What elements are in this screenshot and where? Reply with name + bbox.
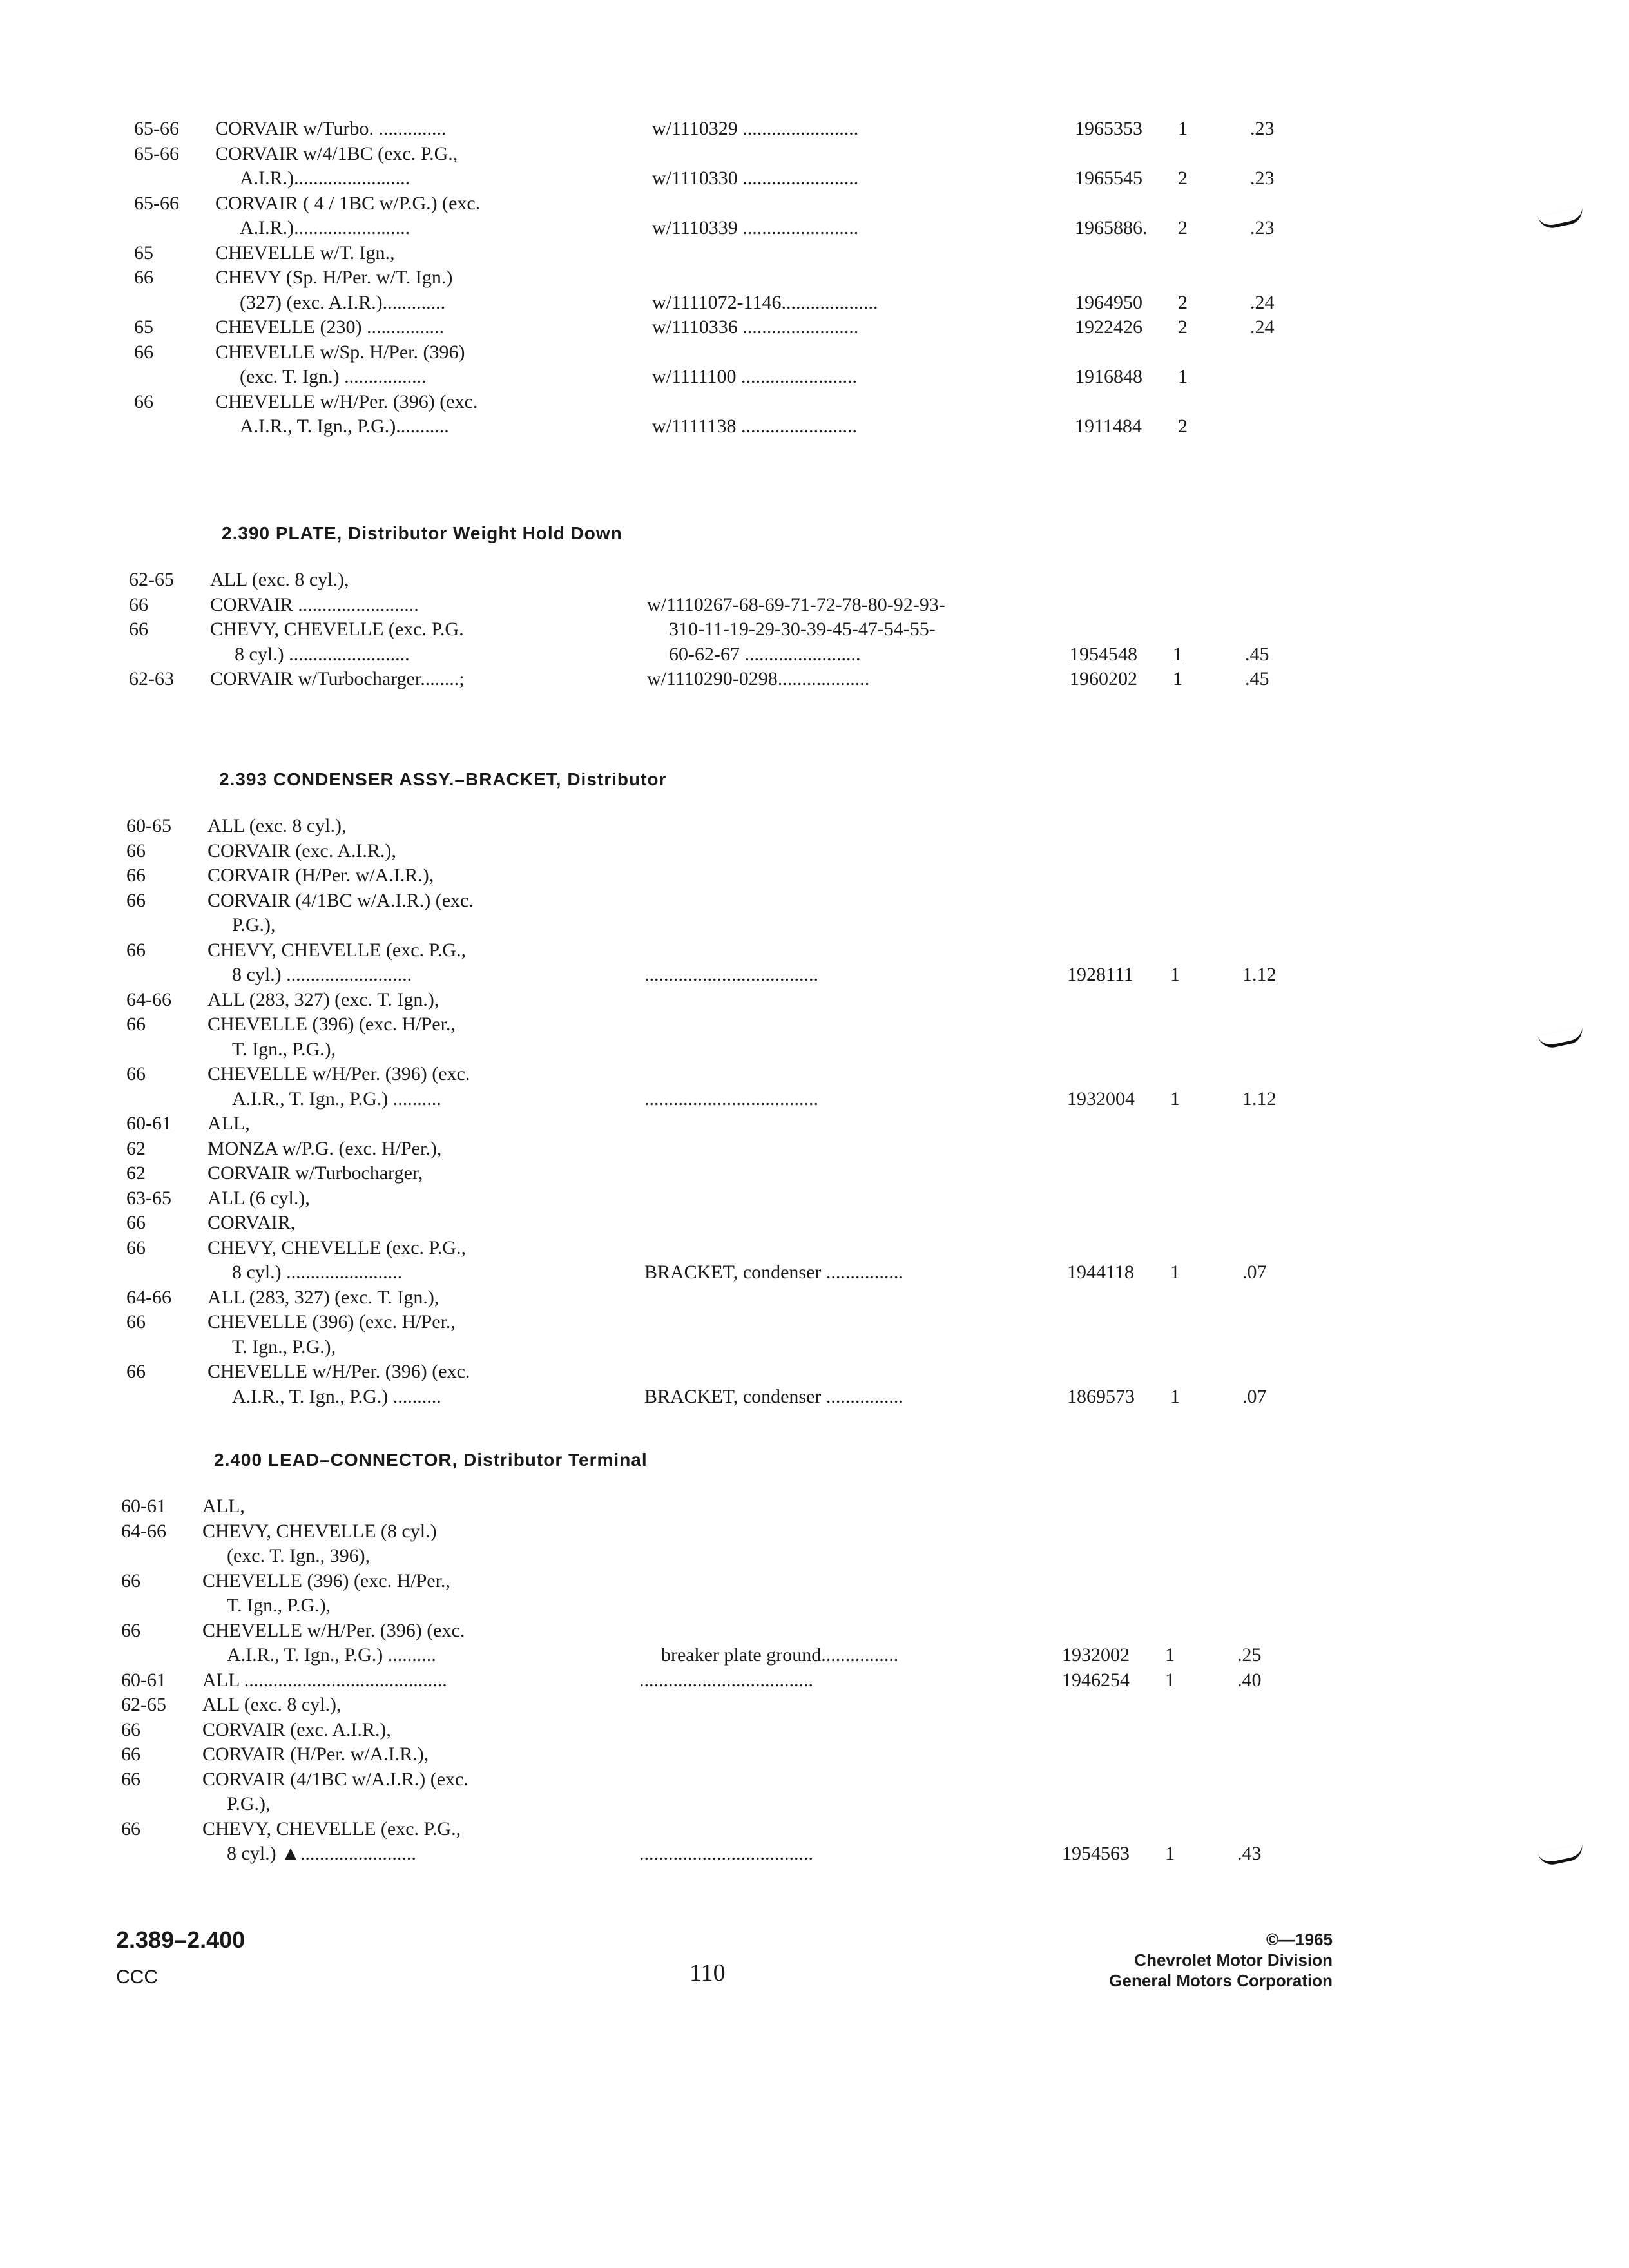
model-description: 8 cyl.) .......................... <box>232 964 412 985</box>
year-range: 66 <box>121 1818 140 1840</box>
model-description: A.I.R., T. Ign., P.G.)........... <box>240 416 449 437</box>
copyright: ©—1965 <box>1266 1930 1333 1949</box>
model-description: CORVAIR w/Turbocharger........; <box>210 668 465 689</box>
usage-note: w/1110336 ........................ <box>652 316 859 338</box>
part-number: 1965545 <box>1075 168 1142 189</box>
quantity: 2 <box>1178 416 1188 437</box>
corporation-name: General Motors Corporation <box>1109 1971 1333 1990</box>
table-row <box>0 1235 1629 1261</box>
model-description: T. Ign., P.G.), <box>232 1336 336 1358</box>
year-range: 66 <box>126 1212 146 1233</box>
table-row <box>0 1260 1629 1285</box>
model-description: CHEVELLE (396) (exc. H/Per., <box>202 1570 450 1591</box>
model-description: A.I.R.)........................ <box>240 168 410 189</box>
usage-note: .................................... <box>639 1669 813 1691</box>
model-description: T. Ign., P.G.), <box>227 1595 331 1616</box>
table-row <box>0 1160 1629 1186</box>
usage-note: w/1111072-1146.................... <box>652 291 878 313</box>
usage-note: .................................... <box>644 1088 818 1110</box>
part-number: 1954548 <box>1070 643 1137 665</box>
model-description: CHEVY, CHEVELLE (exc. P.G., <box>207 1236 467 1258</box>
year-range: 64-66 <box>126 1286 171 1308</box>
model-description: CHEVY, CHEVELLE (exc. P.G., <box>202 1818 461 1840</box>
price: .25 <box>1237 1644 1262 1666</box>
table-row <box>0 141 1629 167</box>
table-row <box>0 567 1629 593</box>
model-description: (exc. T. Ign., 396), <box>227 1545 371 1566</box>
year-range: 66 <box>121 1619 140 1641</box>
model-description: P.G.), <box>232 914 276 936</box>
model-description: ALL (exc. 8 cyl.), <box>207 815 347 836</box>
year-range: 66 <box>121 1718 140 1740</box>
price: .45 <box>1245 643 1269 665</box>
table-row <box>0 1186 1629 1211</box>
table-row <box>0 1309 1629 1335</box>
quantity: 2 <box>1178 316 1188 338</box>
year-range: 66 <box>126 1014 146 1035</box>
year-range: 60-61 <box>121 1495 166 1517</box>
year-range: 66 <box>121 1768 140 1790</box>
table-row <box>0 1359 1629 1385</box>
model-description: CHEVY, CHEVELLE (exc. P.G., <box>207 939 467 961</box>
part-number: 1964950 <box>1075 291 1142 313</box>
part-number: 1944118 <box>1067 1262 1134 1283</box>
table-row <box>0 1767 1629 1792</box>
model-description: CHEVELLE (230) ................ <box>215 316 444 338</box>
model-description: CORVAIR (H/Per. w/A.I.R.), <box>207 865 434 886</box>
year-range: 65 <box>134 242 153 264</box>
model-description: CORVAIR ......................... <box>210 593 419 615</box>
model-description: (exc. T. Ign.) ................. <box>240 366 427 387</box>
table-row <box>0 1692 1629 1718</box>
year-range: 66 <box>126 840 146 861</box>
quantity: 1 <box>1173 668 1182 689</box>
price: .23 <box>1250 217 1275 238</box>
quantity: 1 <box>1170 1385 1180 1407</box>
table-row <box>0 1841 1629 1867</box>
table-row <box>0 166 1629 191</box>
quantity: 1 <box>1165 1669 1175 1691</box>
table-row <box>0 912 1629 938</box>
model-description: ALL (283, 327) (exc. T. Ign.), <box>207 988 439 1010</box>
model-description: CHEVELLE (396) (exc. H/Per., <box>207 1014 456 1035</box>
usage-note: breaker plate ground................ <box>661 1644 899 1666</box>
division-name: Chevrolet Motor Division <box>1134 1950 1333 1970</box>
price: 1.12 <box>1242 964 1277 985</box>
usage-note: BRACKET, condenser ................ <box>644 1385 903 1407</box>
quantity: 1 <box>1165 1843 1175 1864</box>
year-range: 64-66 <box>126 988 171 1010</box>
section-heading: 2.393 CONDENSER ASSY.–BRACKET, Distributor <box>219 769 667 789</box>
table-row <box>0 1642 1629 1668</box>
model-description: CORVAIR (exc. A.I.R.), <box>207 840 396 861</box>
table-row <box>0 1334 1629 1360</box>
model-description: ALL, <box>207 1113 250 1134</box>
quantity: 1 <box>1165 1644 1175 1666</box>
table-row <box>0 1667 1629 1693</box>
table-row <box>0 215 1629 241</box>
quantity: 2 <box>1178 291 1188 313</box>
model-description: ALL (283, 327) (exc. T. Ign.), <box>207 1286 439 1308</box>
year-range: 65 <box>134 316 153 338</box>
table-row <box>0 666 1629 692</box>
price: .45 <box>1245 668 1269 689</box>
usage-note: w/1110339 ........................ <box>652 217 859 238</box>
table-row <box>0 642 1629 668</box>
year-range: 62 <box>126 1137 146 1159</box>
section-heading: 2.400 LEAD–CONNECTOR, Distributor Terminal <box>214 1450 648 1470</box>
table-row <box>0 838 1629 864</box>
year-range: 66 <box>134 390 153 412</box>
part-number: 1954563 <box>1062 1843 1130 1864</box>
table-row <box>0 1210 1629 1236</box>
year-range: 66 <box>134 267 153 288</box>
table-row <box>0 340 1629 365</box>
usage-note: 60-62-67 ........................ <box>669 643 861 665</box>
model-description: 8 cyl.) ▲........................ <box>227 1843 416 1864</box>
year-range: 60-61 <box>121 1669 166 1691</box>
part-number: 1869573 <box>1067 1385 1135 1407</box>
table-row <box>0 364 1629 390</box>
year-range: 65-66 <box>134 118 179 139</box>
quantity: 2 <box>1178 168 1188 189</box>
year-range: 65-66 <box>134 142 179 164</box>
table-row <box>0 191 1629 216</box>
year-range: 66 <box>126 889 146 911</box>
year-range: 66 <box>134 341 153 363</box>
model-description: CORVAIR w/Turbocharger, <box>207 1162 423 1184</box>
model-description: CHEVELLE w/H/Per. (396) (exc. <box>202 1619 465 1641</box>
year-range: 66 <box>121 1570 140 1591</box>
usage-note: 310-11-19-29-30-39-45-47-54-55- <box>669 619 936 640</box>
usage-note: .................................... <box>644 964 818 985</box>
year-range: 66 <box>129 593 148 615</box>
table-row <box>0 314 1629 340</box>
price: .24 <box>1250 316 1275 338</box>
usage-note: w/1110330 ........................ <box>652 168 859 189</box>
table-row <box>0 1791 1629 1817</box>
model-description: ALL .......................................... <box>202 1669 447 1691</box>
model-description: CHEVY (Sp. H/Per. w/T. Ign.) <box>215 267 453 288</box>
table-row <box>0 617 1629 642</box>
table-row <box>0 813 1629 839</box>
table-row <box>0 987 1629 1013</box>
table-row <box>0 1742 1629 1767</box>
table-row <box>0 414 1629 439</box>
year-range: 66 <box>126 1361 146 1382</box>
year-range: 66 <box>126 1236 146 1258</box>
table-row <box>0 1111 1629 1137</box>
table-row <box>0 116 1629 142</box>
table-row <box>0 1543 1629 1569</box>
year-range: 64-66 <box>121 1520 166 1542</box>
model-description: (327) (exc. A.I.R.)............. <box>240 291 446 313</box>
part-number: 1965353 <box>1075 118 1142 139</box>
model-description: CHEVY, CHEVELLE (8 cyl.) <box>202 1520 437 1542</box>
model-description: CHEVELLE w/H/Per. (396) (exc. <box>207 1361 470 1382</box>
usage-note: w/1111100 ........................ <box>652 366 858 387</box>
table-row <box>0 1568 1629 1594</box>
year-range: 66 <box>121 1744 140 1765</box>
year-range: 66 <box>126 1063 146 1084</box>
table-row <box>0 389 1629 415</box>
model-description: A.I.R., T. Ign., P.G.) .......... <box>232 1088 441 1110</box>
part-number: 1932002 <box>1062 1644 1130 1666</box>
table-row <box>0 1012 1629 1037</box>
usage-note: w/1110267-68-69-71-72-78-80-92-93- <box>647 593 945 615</box>
year-range: 62-65 <box>129 569 174 590</box>
quantity: 1 <box>1170 964 1180 985</box>
part-number: 1916848 <box>1075 366 1142 387</box>
quantity: 1 <box>1178 118 1188 139</box>
model-description: ALL (exc. 8 cyl.), <box>210 569 349 590</box>
table-row <box>0 863 1629 889</box>
table-row <box>0 1061 1629 1087</box>
part-number: 1922426 <box>1075 316 1142 338</box>
year-range: 65-66 <box>134 192 179 214</box>
publisher-block <box>1109 1929 1333 1991</box>
model-description: 8 cyl.) ......................... <box>235 643 410 665</box>
part-number: 1932004 <box>1067 1088 1135 1110</box>
year-range: 60-65 <box>126 815 171 836</box>
table-row <box>0 1717 1629 1743</box>
model-description: CORVAIR (H/Per. w/A.I.R.), <box>202 1744 429 1765</box>
table-row <box>0 240 1629 266</box>
usage-note: w/1110290-0298................... <box>647 668 870 689</box>
usage-note: w/1111138 ........................ <box>652 416 858 437</box>
quantity: 1 <box>1173 643 1182 665</box>
quantity: 2 <box>1178 217 1188 238</box>
year-range: 62-65 <box>121 1694 166 1715</box>
table-row <box>0 1618 1629 1644</box>
price: 1.12 <box>1242 1088 1277 1110</box>
usage-note: BRACKET, condenser ................ <box>644 1262 903 1283</box>
model-description: ALL, <box>202 1495 245 1517</box>
model-description: ALL (exc. 8 cyl.), <box>202 1694 342 1715</box>
section-heading: 2.390 PLATE, Distributor Weight Hold Down <box>222 523 622 543</box>
table-row <box>0 1285 1629 1311</box>
table-row <box>0 265 1629 291</box>
price: .40 <box>1237 1669 1262 1691</box>
model-description: CHEVELLE w/Sp. H/Per. (396) <box>215 341 465 363</box>
table-row <box>0 1816 1629 1842</box>
year-range: 62-63 <box>129 668 174 689</box>
part-number: 1960202 <box>1070 668 1137 689</box>
table-row <box>0 937 1629 963</box>
price: .43 <box>1237 1843 1262 1864</box>
table-row <box>0 290 1629 316</box>
year-range: 60-61 <box>126 1113 171 1134</box>
model-description: CORVAIR, <box>207 1212 296 1233</box>
price: .07 <box>1242 1385 1267 1407</box>
year-range: 66 <box>129 619 148 640</box>
table-row <box>0 1136 1629 1162</box>
model-description: CHEVY, CHEVELLE (exc. P.G. <box>210 619 464 640</box>
model-description: T. Ign., P.G.), <box>232 1038 336 1060</box>
part-number: 1965886. <box>1075 217 1148 238</box>
model-description: A.I.R., T. Ign., P.G.) .......... <box>227 1644 436 1666</box>
table-row <box>0 1593 1629 1619</box>
usage-note: .................................... <box>639 1843 813 1864</box>
model-description: CORVAIR (exc. A.I.R.), <box>202 1718 391 1740</box>
price: .23 <box>1250 118 1275 139</box>
table-row <box>0 1037 1629 1062</box>
table-row <box>0 1086 1629 1112</box>
page-number: 110 <box>689 1959 726 1986</box>
quantity: 1 <box>1170 1262 1180 1283</box>
model-description: CHEVELLE (396) (exc. H/Per., <box>207 1311 456 1332</box>
year-range: 63-65 <box>126 1187 171 1209</box>
year-range: 66 <box>126 1311 146 1332</box>
model-description: P.G.), <box>227 1793 271 1814</box>
quantity: 1 <box>1178 366 1188 387</box>
table-row <box>0 592 1629 618</box>
model-description: CORVAIR ( 4 / 1BC w/P.G.) (exc. <box>215 192 481 214</box>
usage-note: w/1110329 ........................ <box>652 118 859 139</box>
section-range: 2.389–2.400 <box>116 1927 246 1953</box>
catalog-code: CCC <box>116 1966 158 1988</box>
model-description: MONZA w/P.G. (exc. H/Per.), <box>207 1137 442 1159</box>
price: .24 <box>1250 291 1275 313</box>
table-row <box>0 888 1629 914</box>
model-description: 8 cyl.) ........................ <box>232 1262 403 1283</box>
part-number: 1911484 <box>1075 416 1142 437</box>
model-description: CORVAIR (4/1BC w/A.I.R.) (exc. <box>202 1768 468 1790</box>
table-row <box>0 1384 1629 1410</box>
model-description: CORVAIR (4/1BC w/A.I.R.) (exc. <box>207 889 474 911</box>
table-row <box>0 962 1629 988</box>
model-description: ALL (6 cyl.), <box>207 1187 310 1209</box>
table-row <box>0 1519 1629 1544</box>
model-description: CHEVELLE w/T. Ign., <box>215 242 395 264</box>
year-range: 66 <box>126 865 146 886</box>
model-description: CHEVELLE w/H/Per. (396) (exc. <box>215 390 478 412</box>
model-description: CHEVELLE w/H/Per. (396) (exc. <box>207 1063 470 1084</box>
price: .23 <box>1250 168 1275 189</box>
table-row <box>0 1494 1629 1519</box>
part-number: 1946254 <box>1062 1669 1130 1691</box>
price: .07 <box>1242 1262 1267 1283</box>
model-description: A.I.R., T. Ign., P.G.) .......... <box>232 1385 441 1407</box>
quantity: 1 <box>1170 1088 1180 1110</box>
model-description: A.I.R.)........................ <box>240 217 410 238</box>
part-number: 1928111 <box>1067 964 1133 985</box>
year-range: 66 <box>126 939 146 961</box>
model-description: CORVAIR w/4/1BC (exc. P.G., <box>215 142 458 164</box>
year-range: 62 <box>126 1162 146 1184</box>
model-description: CORVAIR w/Turbo. .............. <box>215 118 447 139</box>
